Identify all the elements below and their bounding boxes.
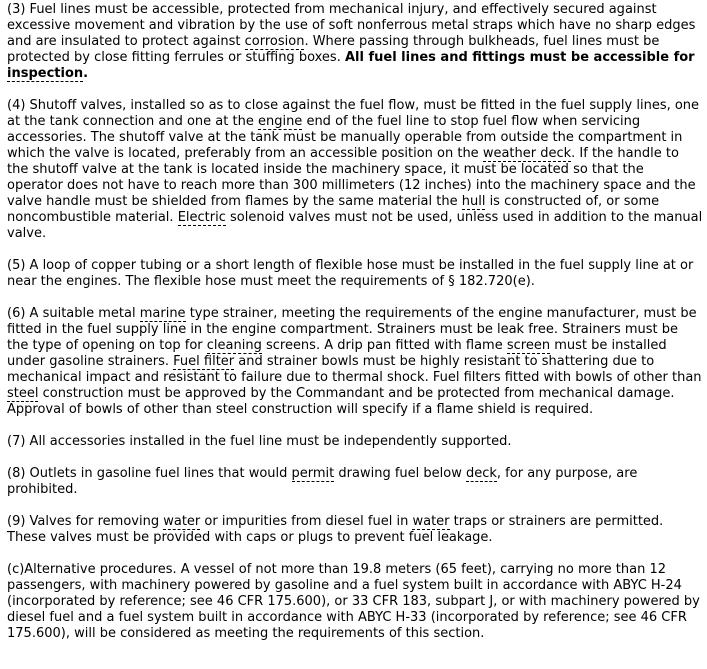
paragraph-6-text-b: type strainer, meeting the requirements of the engine manufacturer, must be fitted in the fuel supply line in the engine compartment. Strainers must be leak free. Strainers must be the type of opening on top for [7,306,697,353]
paragraph-7-accessories [7,434,703,450]
paragraph-4-text-d: is constructed of, or some noncombustible material. [7,194,660,225]
paragraph-4-text-c: . If the handle to the shutoff valve at the tank is located inside the machinery space, it must be located so that the operator does not have to reach more than 300 millimeters (12 inches) into the machinery space and the valve handle must be shielded from flames by the same material the [7,146,696,209]
glossary-term-deck[interactable]: deck [465,466,497,481]
paragraph-6-text-c: screens. A drip pan fitted with flame [261,338,507,353]
glossary-term-inspection[interactable]: inspection [7,66,84,81]
paragraph-9-valves [7,514,703,546]
paragraph-9-text-b: or impurities from diesel fuel in [200,514,413,529]
paragraph-8-text-b: drawing fuel below [334,466,466,481]
paragraph-8-text-a: (8) Outlets in gasoline fuel lines that would [7,466,292,481]
glossary-term-screen[interactable]: screen [506,338,551,353]
paragraph-8-outlets [7,466,703,498]
paragraph-9-text-c: traps or strainers are permitted. These valves must be provided with caps or plugs to prevent fuel leakage. [7,514,664,545]
paragraph-9-text-a: (9) Valves for removing [7,514,164,529]
glossary-term-water[interactable]: water [163,514,201,529]
regulation-document [7,2,703,658]
paragraph-c-text-a: (c)Alternative procedures. A vessel of not more than 19.8 meters (65 feet), carrying no more than 12 passengers, with machinery powered by gasoline and a fuel system built in accordance with ABYC H-24 (incorporated by reference; see 46 CFR 175.600), or 33 CFR 183, subpart J, or with machinery powered by diesel fuel and a fuel system built in accordance with ABYC H-33 (incorporated by reference; see 46 CFR 175.600), will be considered as meeting the requirements of this section. [7,562,700,641]
glossary-term-corrosion[interactable]: corrosion [244,34,305,49]
paragraph-3-fuel-lines [7,2,703,82]
glossary-term-electric[interactable]: Electric [177,210,226,225]
paragraph-3-bold-end: . [83,66,89,81]
paragraph-4-text-b: end of the fuel line to stop fuel flow when servicing accessories. The shutoff valve at the tank must be manually operable from outside the compartment in which the valve is located, preferably from an accessible position on the [7,114,683,161]
paragraph-3-text-a: (3) Fuel lines must be accessible, protected from mechanical injury, and effectively secured against excessive movement and vibration by the use of soft nonferrous metal straps which have no sharp edges and are insulated to protect against [7,2,696,49]
paragraph-8-text-c: , for any purpose, are prohibited. [7,466,638,497]
paragraph-c-alternative-procedures [7,562,703,642]
paragraph-3-text-b: . Where passing through bulkheads, fuel lines must be protected by close fitting ferrules or stuffing boxes. [7,34,660,65]
paragraph-3-bold-text: All fuel lines and fittings must be accessible for [344,50,695,65]
paragraph-6-text-d: must be installed under gasoline strainers. [7,338,667,369]
glossary-term-engine[interactable]: engine [257,114,303,129]
glossary-term-fuel-filter[interactable]: Fuel filter [173,354,235,369]
glossary-term-permit[interactable]: permit [291,466,335,481]
paragraph-6-text-f: construction must be approved by the Commandant and be protected from mechanical damage. Approval of bowls of other than steel construction will specify if a flame shield is required. [7,386,675,417]
paragraph-6-strainer [7,306,703,418]
glossary-term-steel[interactable]: steel [7,386,39,401]
glossary-term-marine[interactable]: marine [139,306,186,321]
glossary-term-weather-deck[interactable]: weather deck [482,146,572,161]
glossary-term-cleaning[interactable]: cleaning [206,338,262,353]
paragraph-4-text-e: solenoid valves must not be used, unless used in addition to the manual valve. [7,210,703,241]
glossary-term-water-2[interactable]: water [412,514,450,529]
paragraph-5-copper-tubing [7,258,703,290]
paragraph-6-text-a: (6) A suitable metal [7,306,140,321]
glossary-term-hull[interactable]: hull [461,194,486,209]
paragraph-5-text-a: (5) A loop of copper tubing or a short length of flexible hose must be installed in the fuel supply line at or near the engines. The flexible hose must meet the requirements of § 182.720(e). [7,258,694,289]
paragraph-6-text-e: and strainer bowls must be highly resistant to shattering due to mechanical impact and resistant to failure due to thermal shock. Fuel filters fitted with bowls of other than [7,354,702,385]
paragraph-4-shutoff-valves [7,98,703,242]
paragraph-4-text-a: (4) Shutoff valves, installed so as to close against the fuel flow, must be fitted in the fuel supply lines, one at the tank connection and one at the [7,98,700,129]
paragraph-7-text-a: (7) All accessories installed in the fuel line must be independently supported. [7,434,512,449]
